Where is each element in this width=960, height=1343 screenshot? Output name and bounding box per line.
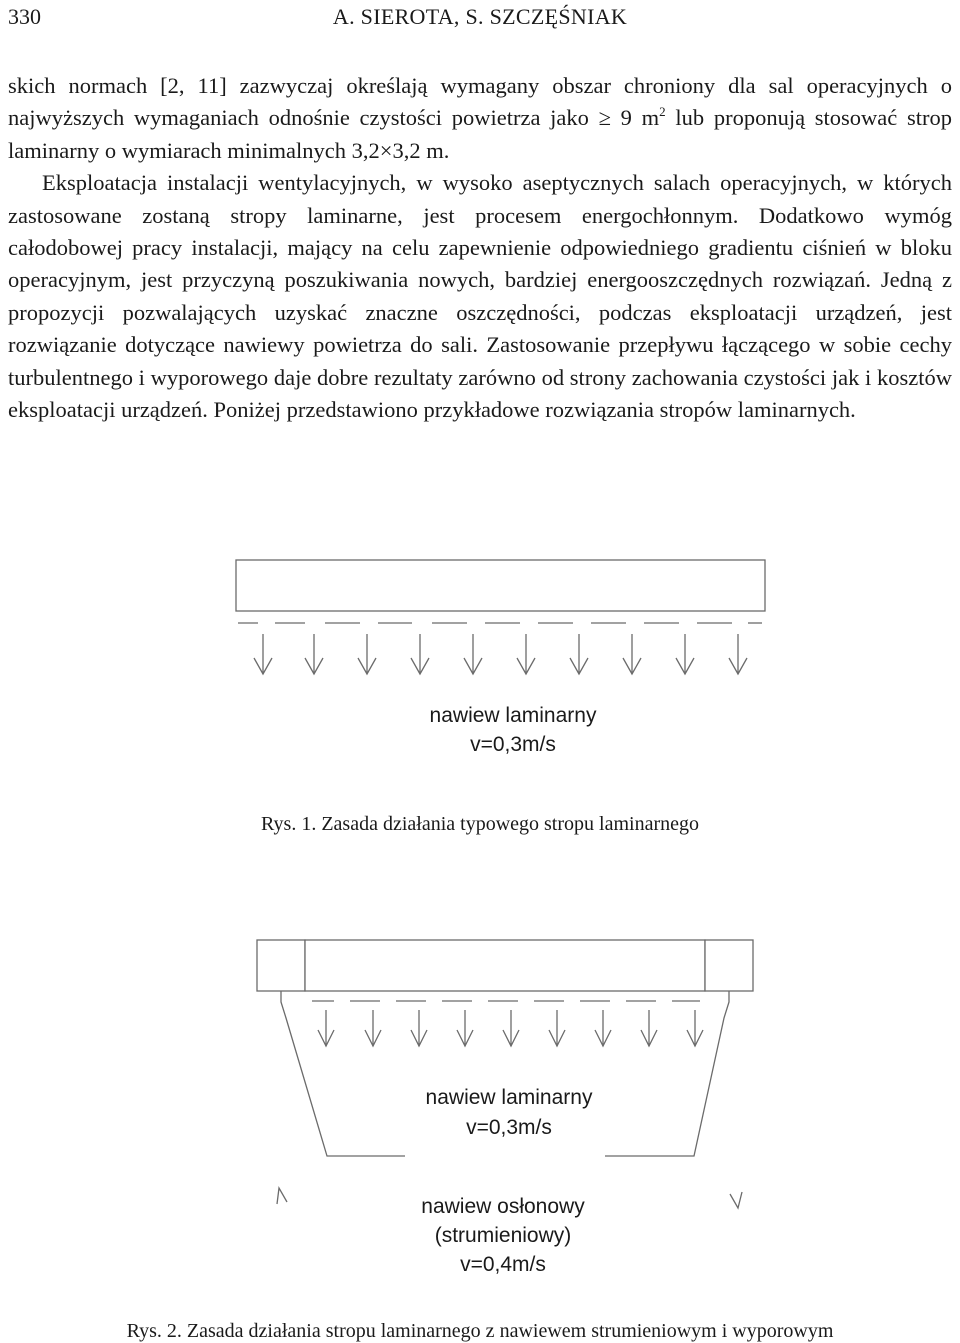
figure-2-caption: Rys. 2. Zasada działania stropu laminarnego z nawiewem strumieniowym i wyporowym [126, 1320, 834, 1342]
paragraph-1-text-end: lub proponują stosować strop laminarny o wymiarach minimalnych 3,2×3,2 m. [8, 105, 952, 163]
figure-1-caption: Rys. 1. Zasada działania typowego stropu laminarnego [261, 813, 699, 835]
jet-nozzle-left [257, 940, 305, 991]
figure-2-velocity-label: v=0,3m/s [466, 1116, 552, 1139]
figure-1 [0, 550, 960, 850]
figure-2-jet-velocity-label: v=0,4m/s [460, 1253, 546, 1276]
jet-arrowhead-left [277, 1188, 287, 1204]
jet-nozzle-right [705, 940, 753, 991]
figure-2-flow-label: nawiew laminarny [425, 1086, 593, 1109]
paragraph-2: Eksploatacja instalacji wentylacyjnych, w wysoko aseptycznych salach operacyjnych, w których zastosowane zostaną stropy laminarne, jest procesem energochłonnym. Dodatkowo wymóg całodobowej pracy instalacji, mający na celu zapewnienie odpowiedniego gradientu ciśnień w bloku operacyjnym, jest przyczyną poszukiwania nowych, bardziej energooszczędnych rozwiązań. Jedną z propozycji pozwalających uzyskać znaczne oszczędności, podczas eksploatacji urządzeń, jest rozwiązanie dotyczące nawiewy powietrza do sali. Zastosowanie przepływu łączącego w sobie cechy turbulentnego i wyporowego daje dobre rezultaty zarówno od strony zachowania czystości jak i kosztów eksploatacji urządzeń. Poniżej przedstawiono przykładowe rozwiązania stropów laminarnych. [8, 170, 952, 423]
page-number: 330 [8, 4, 41, 29]
body-text [8, 70, 952, 426]
figure-2 [0, 930, 960, 1290]
airflow-arrows [254, 634, 747, 674]
superscript: 2 [659, 104, 666, 120]
paragraph-1-text: skich normach [2, 11] zazwyczaj określają wymagany obszar chroniony dla sal operacyjnych o najwyższych wymaganiach odnośnie czystości powietrza jako ≥ 9 m [8, 73, 952, 131]
figure-2-diagram [0, 930, 960, 1290]
laminar-ceiling-panel [236, 560, 765, 611]
figure-1-diagram [0, 550, 960, 850]
paragraph-1 [8, 70, 952, 167]
running-head-authors: A. SIEROTA, S. SZCZĘŚNIAK [332, 4, 628, 29]
figure-1-velocity-label: v=0,3m/s [470, 733, 556, 756]
jet-flow-right [605, 991, 729, 1156]
page-header [8, 0, 952, 34]
jet-flow-left [281, 991, 405, 1156]
figure-2-jet-type-label: (strumieniowy) [434, 1224, 572, 1247]
airflow-arrows [318, 1010, 703, 1046]
laminar-ceiling-panel [305, 940, 705, 991]
figure-1-flow-label: nawiew laminarny [429, 704, 597, 727]
jet-arrowhead-right [730, 1192, 742, 1208]
figure-2-jet-label: nawiew osłonowy [421, 1195, 585, 1218]
